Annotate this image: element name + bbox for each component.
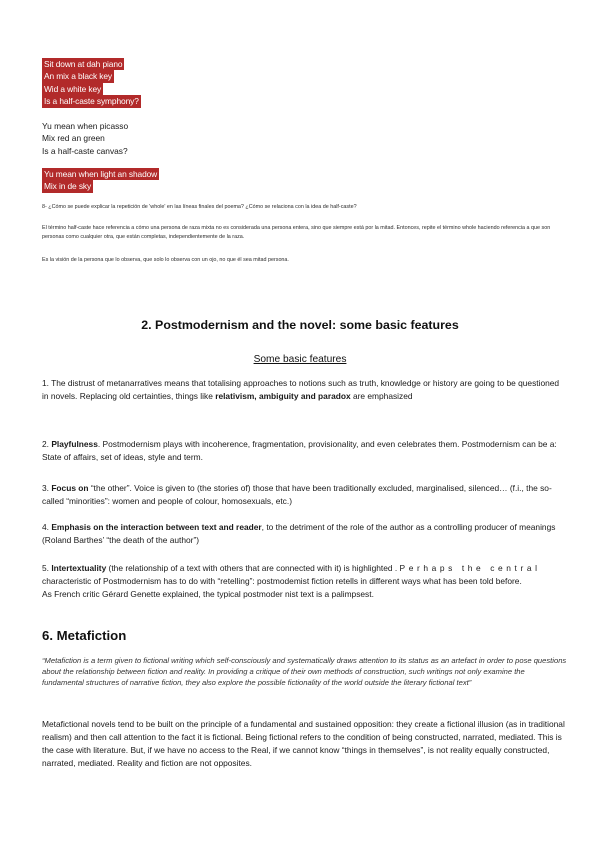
spaced-text: Perhaps the central: [399, 563, 541, 573]
poem-stanza-2: [42, 120, 128, 157]
metafiction-heading: 6. Metafiction: [42, 628, 127, 643]
text-span: “the other”. Voice is given to (the stories of) those that have been traditionally excluded, marginalised, silenced… (f.i., the so-called “minorities”: women and people of colour, homosexuals, etc.): [42, 483, 552, 506]
poem-line: Yu mean when light an shadow: [44, 169, 158, 179]
question-text: 8- ¿Cómo se puede explicar la repetición de 'whole' en las líneas finales del poema? ¿Cómo se relaciona con la idea de half-caste?: [42, 204, 357, 210]
bold-phrase: Intertextuality: [51, 563, 107, 573]
poem-line: An mix a black key: [44, 71, 113, 82]
poem-line: Mix red an green: [42, 133, 105, 144]
bold-phrase: Playfulness: [51, 439, 98, 449]
section-title: 2. Postmodernism and the novel: some basic features: [141, 318, 459, 332]
text-span: 3.: [42, 483, 52, 493]
text-span: 2.: [42, 439, 52, 449]
feature-paragraph-5: [42, 562, 567, 601]
feature-paragraph-3: [42, 482, 567, 508]
poem-line: Sit down at dah piano: [44, 59, 123, 69]
text-span: , to the detriment of the role of the author as a controlling producer of meanings (Roland Barthes’ “the death of the author”): [42, 522, 556, 545]
metafiction-body: Metafictional novels tend to be built on the principle of a fundamental and sustained opposition: they create a fictional illusion (as in traditional realism) and then call attention to the fact it is fictional. Being fictional refers to the condition of being constructed, narrated, mediated. This is the case with literature. But, if we have no access to the Real, if we cannot know “things in themselves”, is not reality equally constructed, narrated, mediated. Reality and fiction are not opposites.: [42, 719, 565, 768]
feature-paragraph-1: [42, 377, 567, 403]
bold-phrase: relativism, ambiguity and paradox: [215, 391, 351, 401]
text-span: characteristic of Postmodernism has to do with “retelling”: postmodemist fiction retells in different ways what has been told before.: [42, 576, 522, 586]
text-span: are emphasized: [350, 391, 413, 401]
poem-line: Yu mean when picasso: [42, 121, 129, 131]
answer-paragraph-2: Es la visión de la persona que lo observa, que solo lo observa con un ojo, no que él sea mitad persona.: [42, 257, 289, 263]
feature-paragraph-4: [42, 521, 567, 547]
poem-line: Is a half-caste symphony?: [44, 96, 139, 107]
text-span: 4.: [42, 522, 52, 532]
answer-paragraph-1: El término half-caste hace referencia a cómo una persona de raza mixta no es considerada una persona entera, sino que siempre está por la mitad. Entonces, repite el término whole haciendo referencia a que son personas como cualquier otra, que están completas, independientemente de la raza.: [42, 225, 551, 240]
bold-phrase: Focus on: [51, 483, 89, 493]
poem-stanza-3: [42, 168, 159, 193]
text-span: (the relationship of a text with others that are connected with it) is highlighted .: [106, 563, 400, 573]
text-span: . Postmodernism plays with incoherence, fragmentation, provisionality, and even celebrates them. Postmodernism can be a: State of affairs, set of ideas, style and term.: [42, 439, 557, 462]
poem-line: Wid a white key: [44, 83, 102, 94]
text-span: 1. The distrust of metanarratives means that totalising approaches to notions such as truth, knowledge or history are going to be questioned in novels. Replacing old certainties, things like: [42, 378, 560, 401]
metafiction-quote: “Metafiction is a term given to fictional writing which self-consciously and systematically draws attention to its status as an artefact in order to pose questions about the relationship between fiction and reality. In providing a critique of their own methods of construction, such writings not only examine the fundamental structures of narrative fiction, they also explore the possible fictionality of the world outside the literary fictional text”: [42, 656, 567, 688]
poem-stanza-1: [42, 58, 141, 108]
poem-line: Is a half-caste canvas?: [42, 145, 128, 156]
poem-line: Mix in de sky: [44, 181, 92, 192]
text-span: 5.: [42, 563, 52, 573]
feature-paragraph-2: [42, 438, 567, 464]
subheading: Some basic features: [253, 354, 347, 365]
text-span: As French critic Gérard Genette explained, the typical postmoder nist text is a palimpsest.: [42, 589, 374, 599]
bold-phrase: Emphasis on the interaction between text and reader: [51, 522, 262, 532]
